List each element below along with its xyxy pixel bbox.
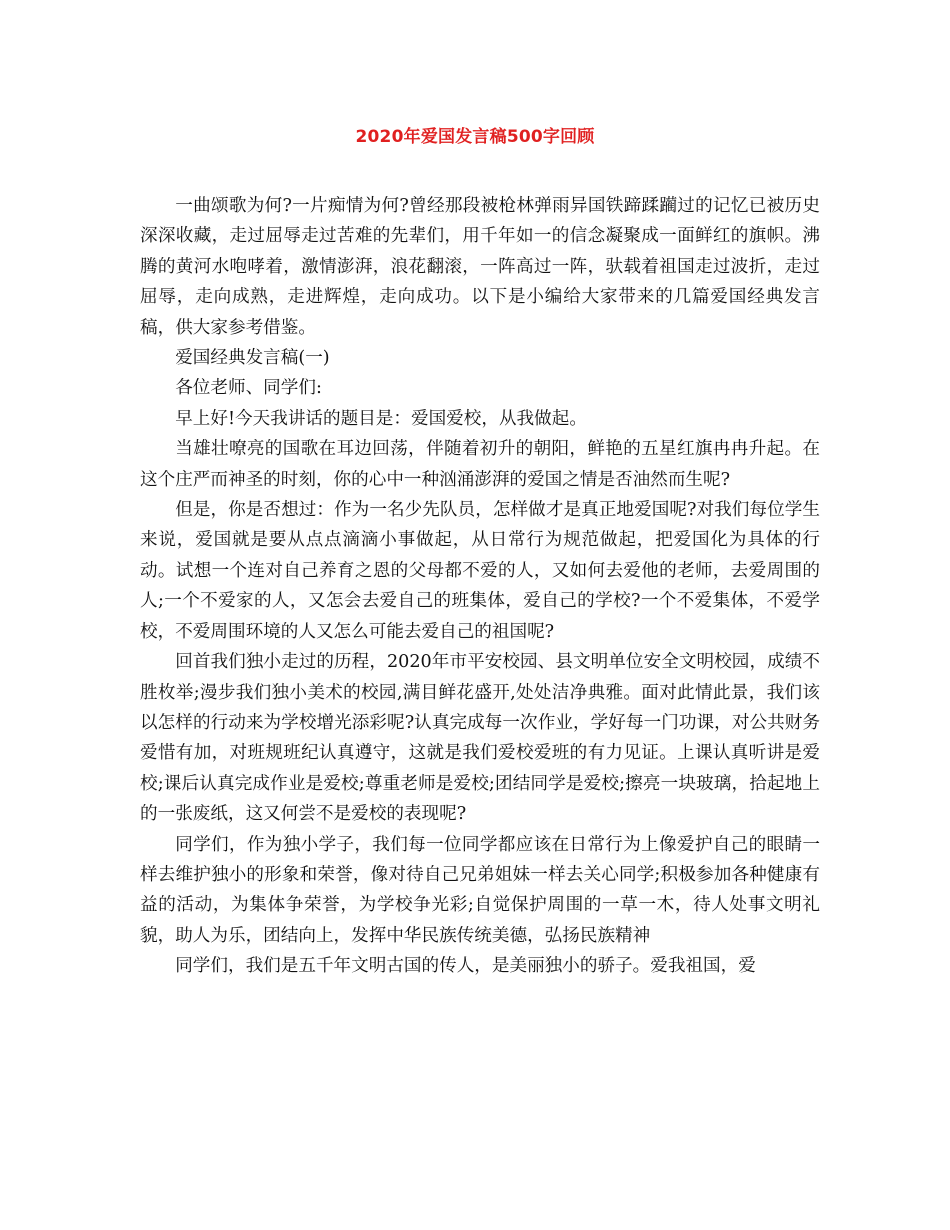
document-body bbox=[140, 191, 820, 982]
paragraph-school-history: 回首我们独小走过的历程，2020年市平安校园、县文明单位安全文明校园，成绩不胜枚举;漫步我们独小美术的校园,满目鲜花盛开,处处洁净典雅。面对此情此景，我们该以怎样的行动来为学校增光添彩呢?认真完成每一次作业，学好每一门功课，对公共财务爱惜有加，对班规班纪认真遵守，这就是我们爱校爱班的有力见证。上课认真听讲是爱校;课后认真完成作业是爱校;尊重老师是爱校;团结同学是爱校;擦亮一块玻璃，拾起地上的一张废纸，这又何尝不是爱校的表现呢? bbox=[140, 652, 820, 825]
paragraph-intro: 一曲颂歌为何?一片痴情为何?曾经那段被枪林弹雨异国铁蹄蹂躏过的记忆已被历史深深收藏，走过屈辱走过苦难的先辈们，用千年如一的信念凝聚成一面鲜红的旗帜。沸腾的黄河水咆哮着，激情澎湃，浪花翻滚，一阵高过一阵，驮载着祖国走过波折，走过屈辱，走向成熟，走进辉煌，走向成功。以下是小编给大家带来的几篇爱国经典发言稿，供大家参考借鉴。 bbox=[140, 196, 820, 338]
paragraph-anthem: 当雄壮嘹亮的国歌在耳边回荡，伴随着初升的朝阳，鲜艳的五星红旗冉冉升起。在这个庄严而神圣的时刻，你的心中一种汹涌澎湃的爱国之情是否油然而生呢? bbox=[140, 439, 820, 490]
paragraph-closing: 同学们，我们是五千年文明古国的传人，是美丽独小的骄子。爱我祖国，爱 bbox=[175, 956, 756, 977]
paragraph-salutation: 各位老师、同学们: bbox=[175, 378, 322, 399]
document-title: 2020年爱国发言稿500字回顾 bbox=[355, 127, 595, 147]
paragraph-section-heading: 爱国经典发言稿(一) bbox=[175, 348, 330, 369]
paragraph-students-duty: 同学们，作为独小学子，我们每一位同学都应该在日常行为上像爱护自己的眼睛一样去维护独小的形象和荣誉，像对待自己兄弟姐妹一样去关心同学;积极参加各种健康有益的活动，为集体争荣誉，为学校争光彩;自觉保护周围的一草一木，待人处事文明礼貌，助人为乐，团结向上，发挥中华民族传统美德，弘扬民族精神 bbox=[140, 834, 820, 946]
paragraph-how-to-love: 但是，你是否想过：作为一名少先队员，怎样做才是真正地爱国呢?对我们每位学生来说，爱国就是要从点点滴滴小事做起，从日常行为规范做起，把爱国化为具体的行动。试想一个连对自己养育之恩的父母都不爱的人，又如何去爱他的老师，去爱周围的人;一个不爱家的人，又怎会去爱自己的班集体，爱自己的学校?一个不爱集体，不爱学校，不爱周围环境的人又怎么可能去爱自己的祖国呢? bbox=[140, 500, 820, 642]
paragraph-greeting: 早上好!今天我讲话的题目是：爱国爱校，从我做起。 bbox=[175, 408, 587, 429]
